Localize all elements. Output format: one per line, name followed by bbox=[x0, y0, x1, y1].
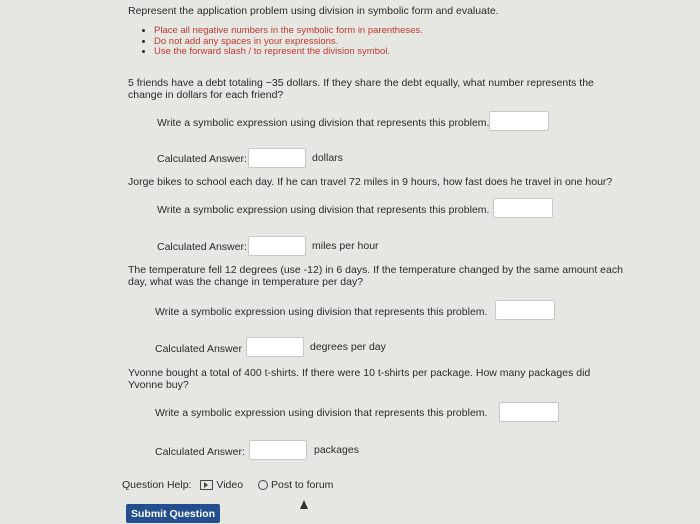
problem-2-question: Jorge bikes to school each day. If he can travel 72 miles in 9 hours, how fast does he travel in one hour? bbox=[128, 176, 613, 188]
forum-link[interactable]: Post to forum bbox=[258, 479, 339, 491]
problem-2-answer-input[interactable] bbox=[248, 236, 306, 256]
problem-4-question: Yvonne bought a total of 400 t-shirts. If there were 10 t-shirts per package. How many packages did Yvonne buy? bbox=[128, 367, 591, 391]
problem-4-answer-label: Calculated Answer: bbox=[155, 446, 245, 458]
mouse-cursor-icon bbox=[300, 500, 308, 509]
instructions-text: Represent the application problem using division in symbolic form and evaluate. bbox=[128, 5, 499, 17]
speech-bubble-icon bbox=[258, 480, 268, 490]
problem-3-answer-label: Calculated Answer bbox=[155, 343, 242, 355]
submit-question-button[interactable]: Submit Question bbox=[126, 504, 220, 523]
rules-list bbox=[140, 26, 423, 58]
problem-3-unit: degrees per day bbox=[310, 341, 386, 353]
problem-1-unit: dollars bbox=[312, 152, 343, 164]
problem-1-expression-input[interactable] bbox=[489, 111, 549, 131]
video-icon bbox=[200, 480, 213, 490]
problem-1-question: 5 friends have a debt totaling −35 dollars. If they share the debt equally, what number represents the change in dollars for each friend? bbox=[128, 77, 594, 101]
problem-4-answer-input[interactable] bbox=[249, 440, 307, 460]
rule-item: • Use the forward slash / to represent the division symbol. bbox=[154, 47, 423, 58]
problem-2-expr-prompt: Write a symbolic expression using division that represents this problem. bbox=[157, 204, 490, 216]
problem-4-unit: packages bbox=[314, 444, 359, 456]
problem-3-answer-input[interactable] bbox=[246, 337, 304, 357]
problem-2-answer-label: Calculated Answer: bbox=[157, 241, 247, 253]
rule-item: • Place all negative numbers in the symbolic form in parentheses. bbox=[154, 26, 423, 37]
rule-item: • Do not add any spaces in your expressions. bbox=[154, 37, 423, 48]
problem-3-question: The temperature fell 12 degrees (use -12) in 6 days. If the temperature changed by the same amount each day, what was the change in temperature per day? bbox=[128, 264, 623, 288]
problem-1-expr-prompt: Write a symbolic expression using division that represents this problem. bbox=[157, 117, 490, 129]
problem-2-expression-input[interactable] bbox=[493, 198, 553, 218]
problem-3-expression-input[interactable] bbox=[495, 300, 555, 320]
problem-3-expr-prompt: Write a symbolic expression using division that represents this problem. bbox=[155, 306, 488, 318]
problem-1-answer-input[interactable] bbox=[248, 148, 306, 168]
problem-4-expr-prompt: Write a symbolic expression using division that represents this problem. bbox=[155, 407, 488, 419]
problem-2-unit: miles per hour bbox=[312, 240, 379, 252]
question-help-label: Question Help: bbox=[122, 479, 192, 491]
video-link[interactable]: Video bbox=[200, 479, 249, 491]
problem-1-answer-label: Calculated Answer: bbox=[157, 153, 247, 165]
problem-4-expression-input[interactable] bbox=[499, 402, 559, 422]
question-help bbox=[122, 479, 345, 491]
